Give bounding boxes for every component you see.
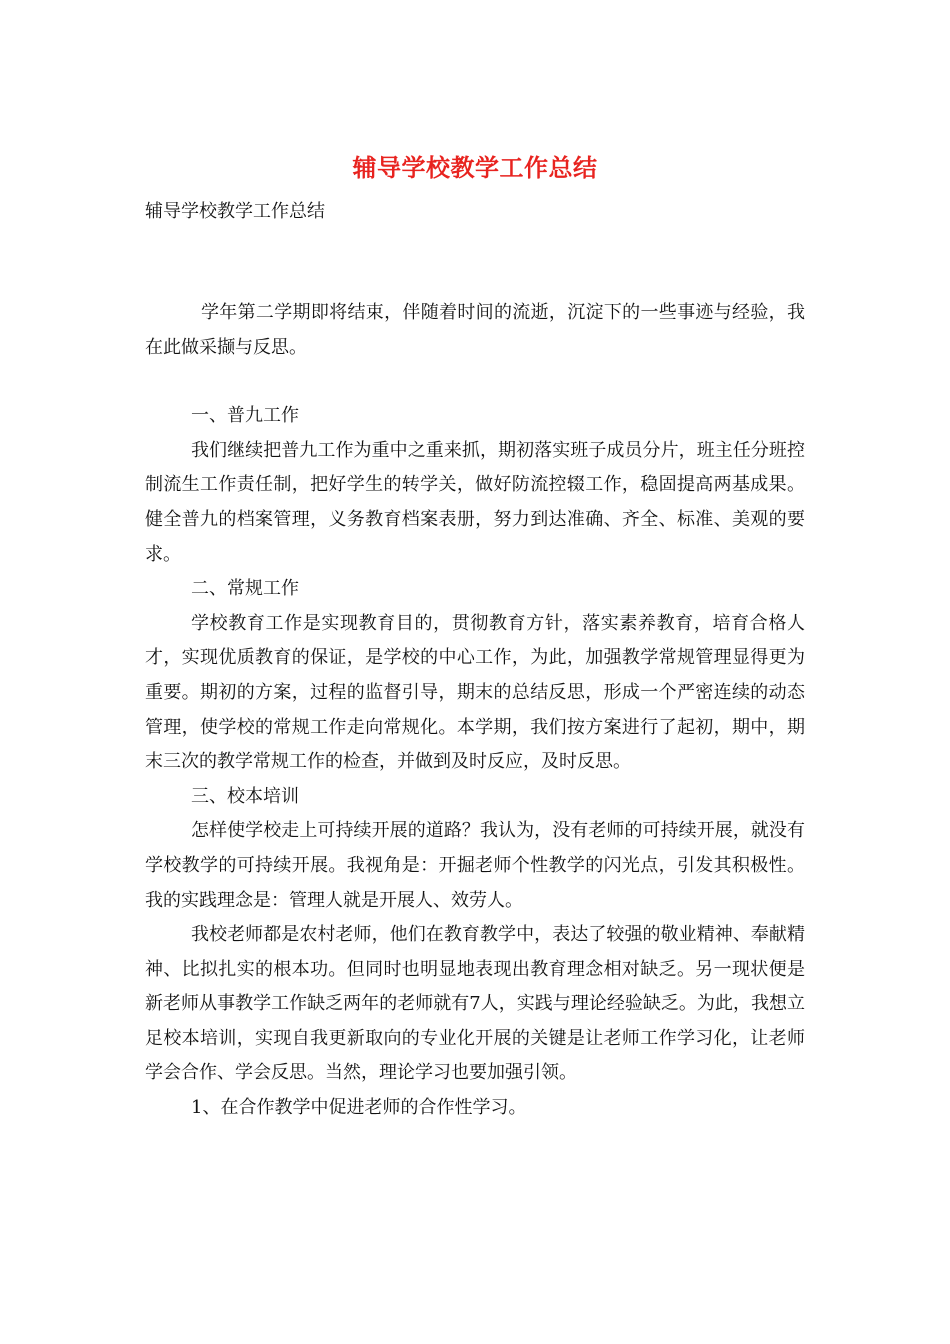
section-3-paragraph-2: 我校老师都是农村老师，他们在教育教学中，表达了较强的敬业精神、奉献精神、比拟扎实的根本功。但同时也明显地表现出教育理念相对缺乏。另一现状便是新老师从事教学工作缺乏两年的老师就有7人，实践与理论经验缺乏。为此，我想立足校本培训，实现自我更新取向的专业化开展的关键是让老师工作学习化，让老师学会合作、学会反思。当然，理论学习也要加强引领。	[145, 924, 805, 1084]
document-title: 辅导学校教学工作总结	[352, 153, 598, 182]
paragraph-spacer	[145, 365, 805, 399]
section-heading-3: 三、校本培训	[191, 785, 299, 807]
intro-paragraph: 学年第二学期即将结束，伴随着时间的流逝，沉淀下的一些事迹与经验，我在此做采撷与反思。	[145, 302, 805, 358]
section-heading-2: 二、常规工作	[191, 578, 299, 600]
document-body	[145, 296, 805, 1126]
section-3-paragraph-3: 1、在合作教学中促进老师的合作性学习。	[191, 1097, 527, 1119]
section-1-paragraph-1: 我们继续把普九工作为重中之重来抓，期初落实班子成员分片，班主任分班控制流生工作责任制，把好学生的转学关，做好防流控辍工作，稳固提高两基成果。健全普九的档案管理，义务教育档案表册，努力到达准确、齐全、标准、美观的要求。	[145, 439, 805, 565]
section-2-paragraph-1: 学校教育工作是实现教育目的，贯彻教育方针，落实素养教育，培育合格人才，实现优质教育的保证，是学校的中心工作，为此，加强教学常规管理显得更为重要。期初的方案，过程的监督引导，期末的总结反思，形成一个严密连续的动态管理，使学校的常规工作走向常规化。本学期，我们按方案进行了起初，期中，期末三次的教学常规工作的检查，并做到及时反应，及时反思。	[145, 612, 805, 773]
section-heading-1: 一、普九工作	[191, 405, 299, 427]
document-subtitle: 辅导学校教学工作总结	[145, 201, 325, 222]
section-3-paragraph-1: 怎样使学校走上可持续开展的道路？我认为，没有老师的可持续开展，就没有学校教学的可持续开展。我视角是：开掘老师个性教学的闪光点，引发其积极性。我的实践理念是：管理人就是开展人、效劳人。	[145, 820, 805, 911]
